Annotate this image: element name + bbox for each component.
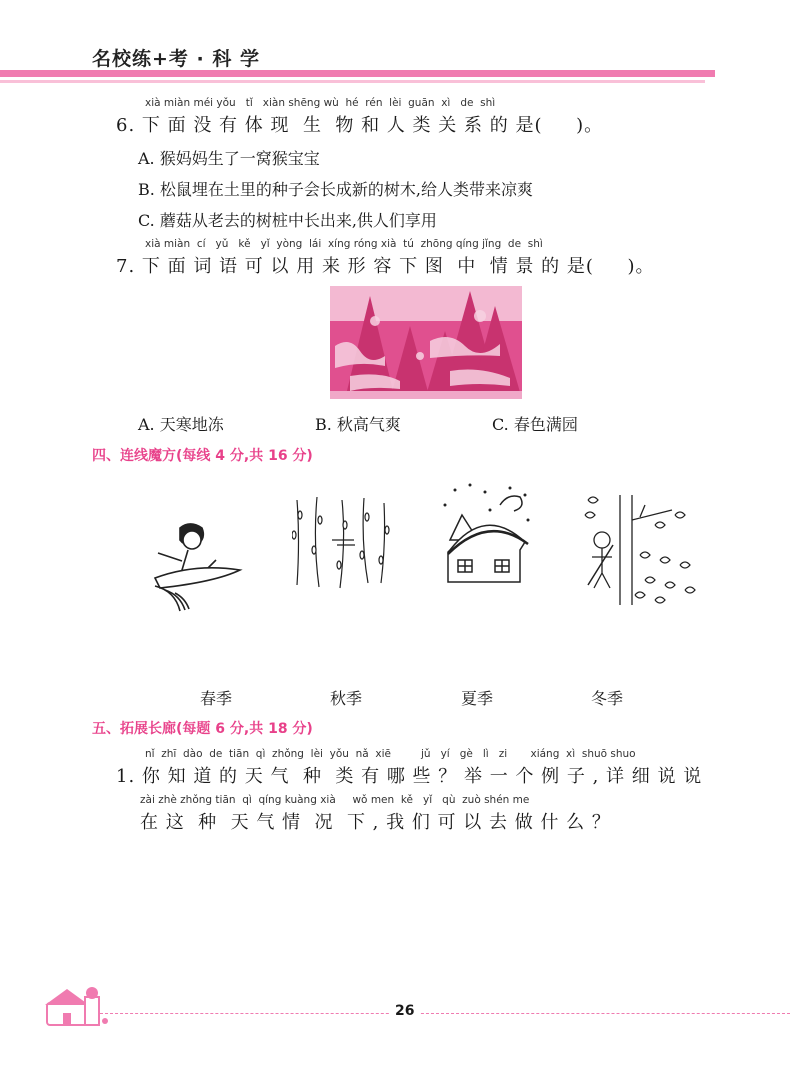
- header-bar-thin: [0, 80, 705, 83]
- surfer-drawing: [150, 518, 245, 613]
- page-number: 26: [389, 1003, 420, 1019]
- section4-title: 四、连线魔方(每线 4 分,共 16 分): [92, 448, 313, 464]
- q7-pinyin: xià miàn cí yǔ kě yǐ yòng lái xíng róng xià tú zhōng qíng jǐng de shì: [145, 238, 543, 250]
- q7-option-c: C. 春色满园: [492, 415, 578, 434]
- season-spring: 春季: [200, 689, 233, 708]
- house-logo-icon: [45, 985, 115, 1030]
- q6-option-c: C. 蘑菇从老去的树桩中长出来,供人们享用: [138, 211, 437, 230]
- willow-drawing: [292, 495, 392, 590]
- season-autumn: 秋季: [330, 689, 363, 708]
- autumn-leaves-drawing: [580, 495, 700, 610]
- q7-option-a: A. 天寒地冻: [138, 415, 224, 434]
- q6-stem: 6. 下 面 没 有 体 现 生 物 和 人 类 关 系 的 是( )。: [116, 115, 604, 136]
- section5-title: 五、拓展长廊(每题 6 分,共 18 分): [92, 721, 313, 737]
- season-summer: 夏季: [461, 689, 494, 708]
- q6-pinyin: xià miàn méi yǒu tǐ xiàn shēng wù hé rén lèi guān xì de shì: [145, 97, 496, 109]
- footer-dashed-line: [100, 1013, 790, 1014]
- q6-option-a: A. 猴妈妈生了一窝猴宝宝: [138, 149, 320, 168]
- s5-q1-line-1: 1. 你 知 道 的 天 气 种 类 有 哪 些 ？ 举 一 个 例 子 , 详 细 说 说: [116, 766, 703, 787]
- header-bar: [0, 70, 715, 77]
- snowy-forest-photo: [330, 286, 522, 399]
- q7-stem: 7. 下 面 词 语 可 以 用 来 形 容 下 图 中 情 景 的 是( )。: [116, 256, 655, 277]
- s5-q1-pinyin-2: zài zhè zhǒng tiān qì qíng kuàng xià wǒ men kě yǐ qù zuò shén me: [140, 794, 530, 806]
- q6-option-b: B. 松鼠埋在土里的种子会长成新的树木,给人类带来凉爽: [138, 180, 534, 199]
- season-winter: 冬季: [591, 689, 624, 708]
- s5-q1-pinyin-1: nǐ zhī dào de tiān qì zhǒng lèi yǒu nǎ xiē jǔ yí gè lì zi xiáng xì shuō shuo: [145, 748, 636, 760]
- header-title: 名校练+考 · 科 学: [92, 48, 260, 70]
- s5-q1-line-2: 在 这 种 天 气 情 况 下 , 我 们 可 以 去 做 什 么 ？: [140, 812, 611, 833]
- q7-option-b: B. 秋高气爽: [315, 415, 401, 434]
- snowy-cottage-drawing: [440, 480, 535, 590]
